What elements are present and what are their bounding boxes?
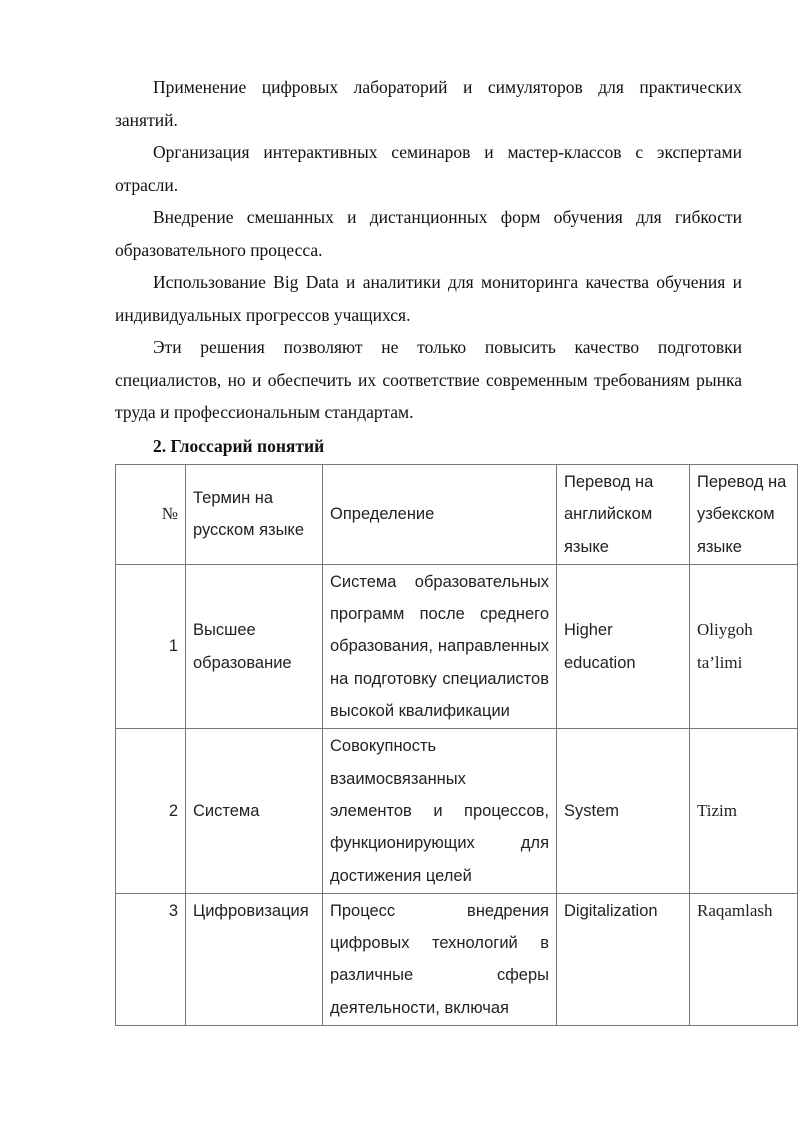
term-en: Higher education xyxy=(557,564,690,728)
term-definition: Процесс внедрения цифровых технологий в различные сферы деятельности, включая xyxy=(323,893,557,1025)
table-row xyxy=(116,893,798,1025)
term-uz: Oliygoh ta’limi xyxy=(690,564,798,728)
header-translation-en: Перевод на английском языке xyxy=(557,465,690,565)
section-heading: 2. Глоссарий понятий xyxy=(153,436,325,456)
row-number: 2 xyxy=(116,729,186,893)
paragraph: Применение цифровых лабораторий и симуляторов для практических занятий. xyxy=(115,77,742,130)
paragraph: Внедрение смешанных и дистанционных форм обучения для гибкости образовательного процесса. xyxy=(115,207,742,260)
paragraph: Использование Big Data и аналитики для мониторинга качества обучения и индивидуальных прогрессов учащихся. xyxy=(115,272,742,325)
table-row xyxy=(116,729,798,893)
term-ru: Система xyxy=(186,729,323,893)
term-uz: Tizim xyxy=(690,729,798,893)
paragraph: Эти решения позволяют не только повысить качество подготовки специалистов, но и обеспечить их соответствие современным требованиям рынка труда и профессиональным стандартам. xyxy=(115,337,742,422)
header-definition: Определение xyxy=(323,465,557,565)
glossary-table xyxy=(115,464,798,1026)
row-number: 1 xyxy=(116,564,186,728)
term-en: System xyxy=(557,729,690,893)
term-definition: Система образовательных программ после среднего образования, направленных на подготовку специалистов высокой квалификации xyxy=(323,564,557,728)
header-number: № xyxy=(116,465,186,565)
header-translation-uz: Перевод на узбекском языке xyxy=(690,465,798,565)
header-term-ru: Термин на русском языке xyxy=(186,465,323,565)
term-ru: Цифровизация xyxy=(186,893,323,1025)
term-ru: Высшее образование xyxy=(186,564,323,728)
paragraph: Организация интерактивных семинаров и мастер-классов с экспертами отрасли. xyxy=(115,142,742,195)
table-row xyxy=(116,564,798,728)
term-definition: Совокупность взаимосвязанных элементов и процессов, функционирующих для достижения целей xyxy=(323,729,557,893)
body-text xyxy=(115,71,742,429)
table-header-row xyxy=(116,465,798,565)
term-en: Digitalization xyxy=(557,893,690,1025)
term-uz: Raqamlash xyxy=(690,893,798,1025)
row-number: 3 xyxy=(116,893,186,1025)
